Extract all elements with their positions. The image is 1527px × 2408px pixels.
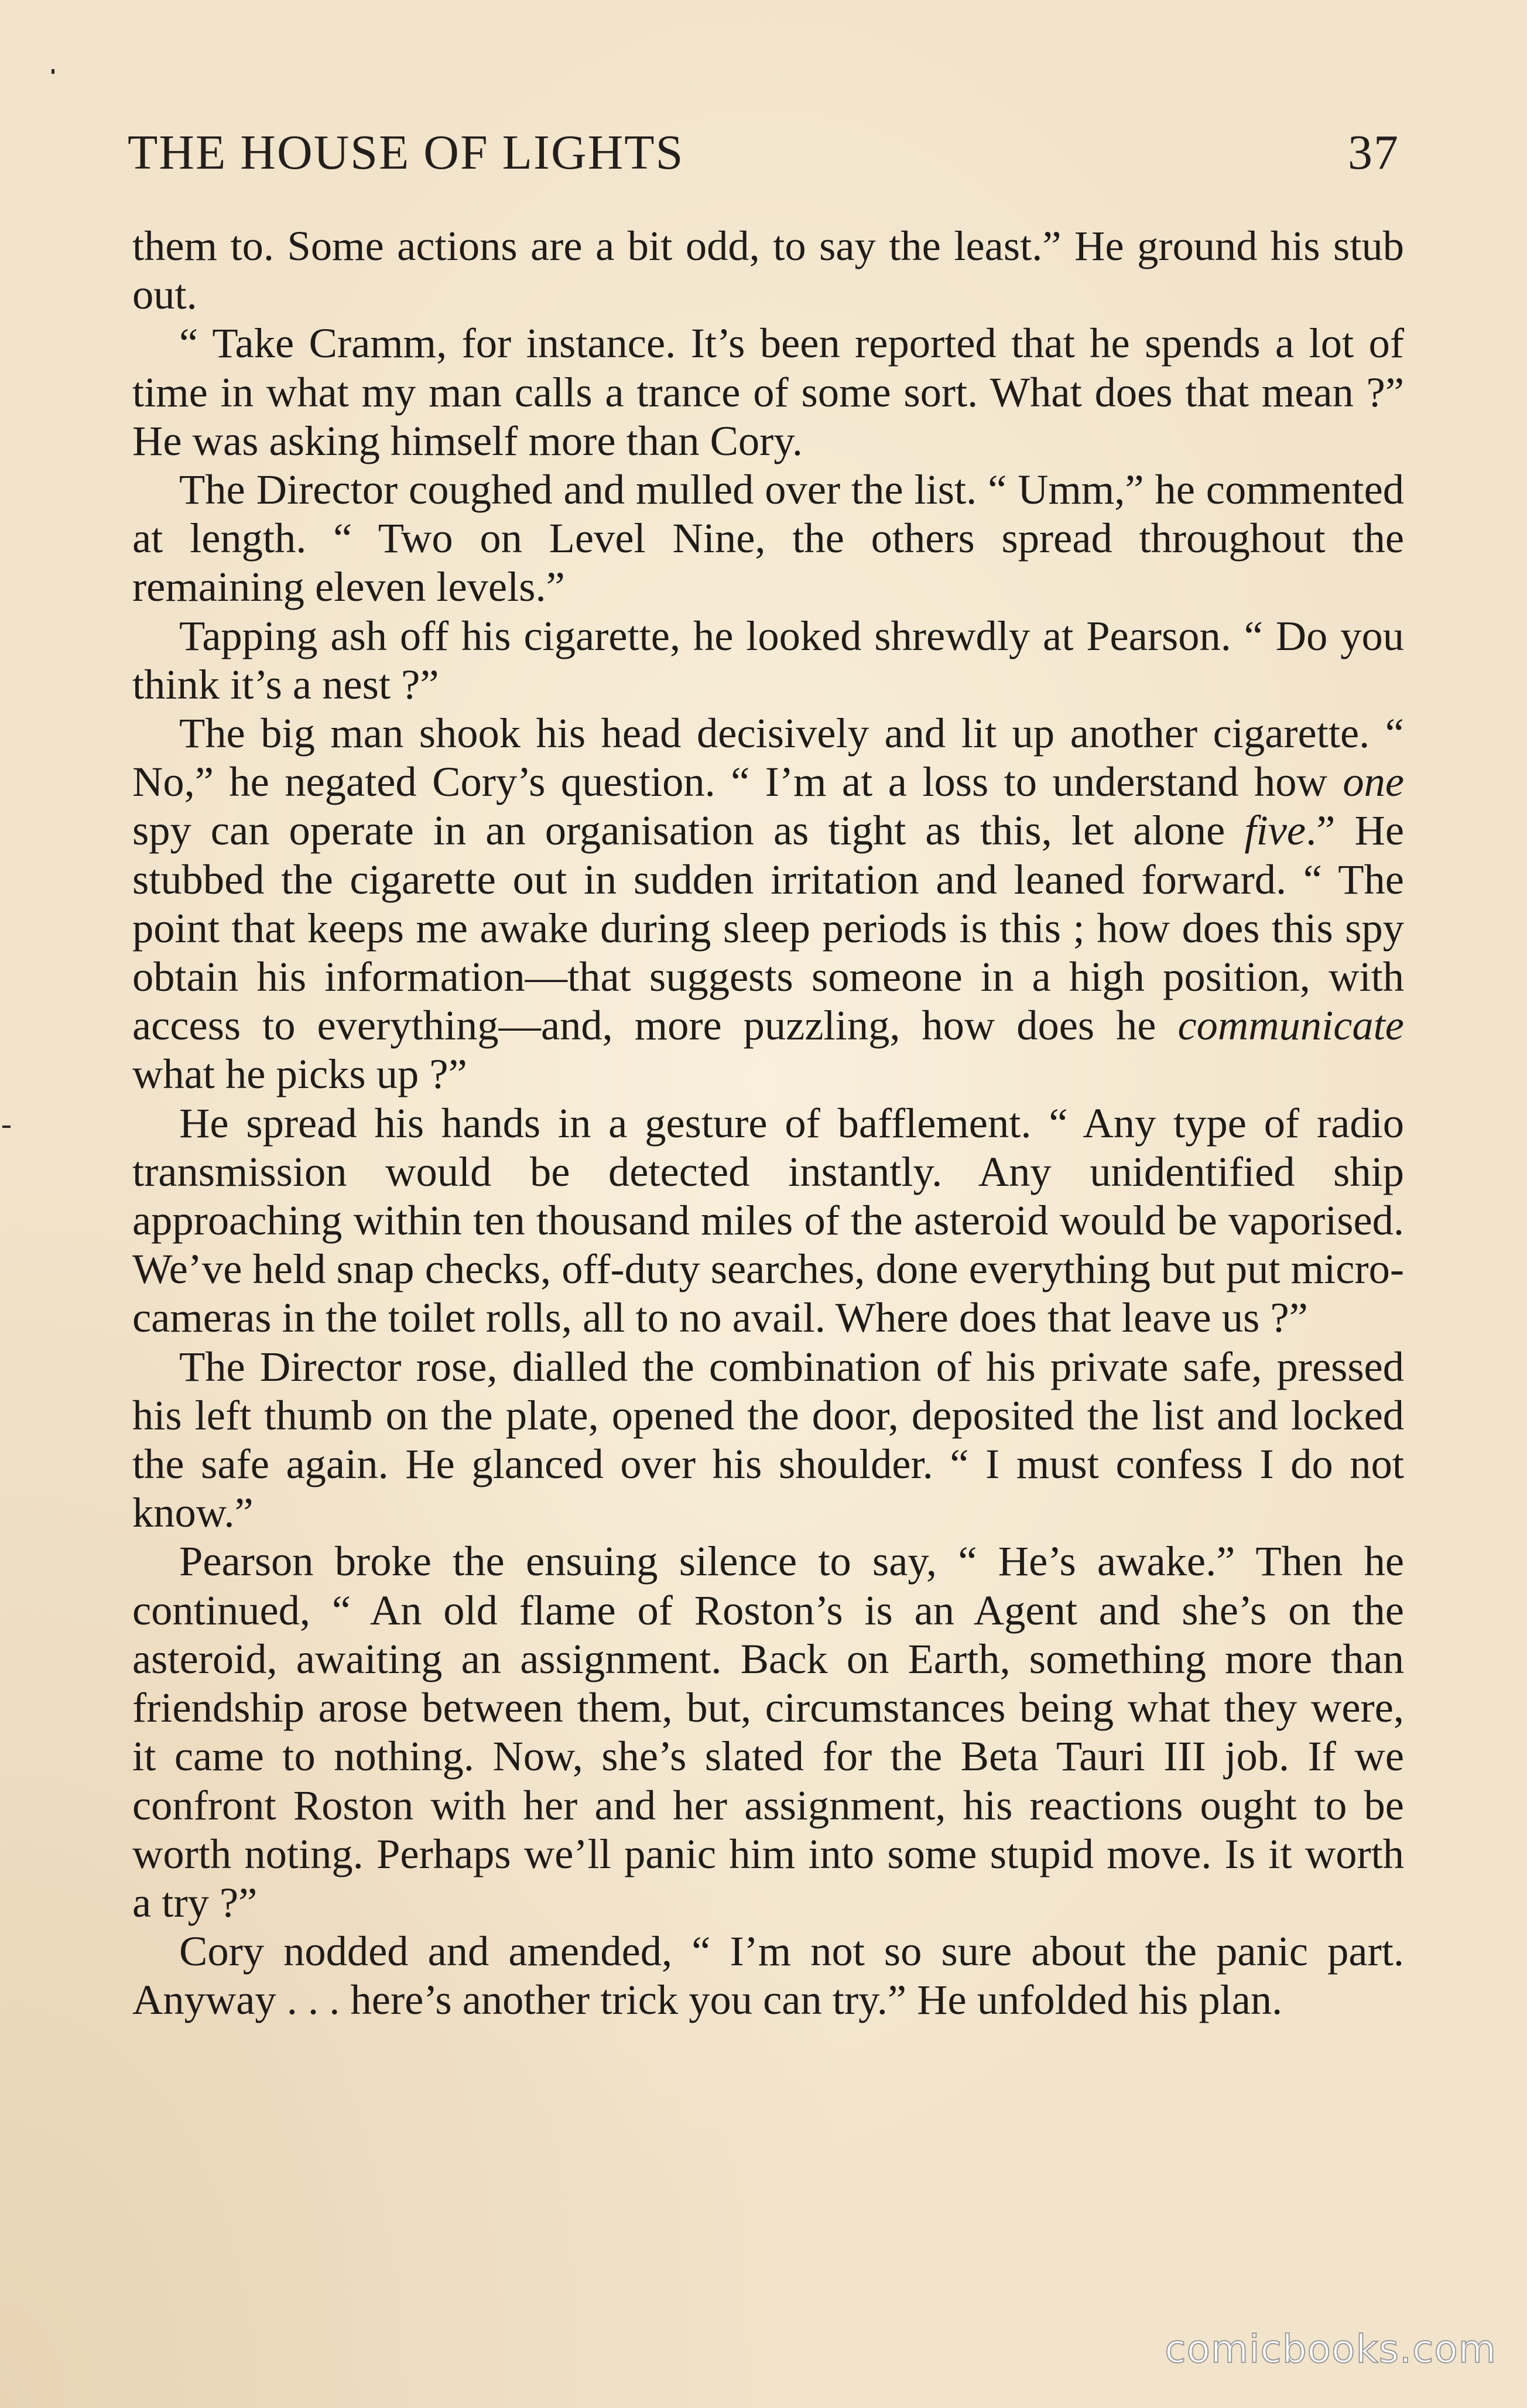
paragraph-text: spy can operate in an organisation as tight as this, let alone (132, 806, 1245, 854)
paragraph-text: Cory nodded and amended, “ I’m not so sure about the panic part. Anyway . . . here’s another trick you can try.” He unfolded his plan. (132, 1927, 1404, 2024)
paragraph (132, 709, 1404, 1099)
paragraph-text: them to. Some actions are a bit odd, to say the least.” He ground his stub out. (132, 222, 1404, 319)
watermark: comicbooks.com (1165, 2327, 1497, 2372)
italic-text: communicate (1177, 1001, 1404, 1049)
paragraph-text: Tapping ash off his cigarette, he looked shrewdly at Pearson. “ Do you think it’s a nest ?” (132, 611, 1404, 708)
paragraph (132, 1537, 1404, 1927)
margin-dash (2, 1126, 11, 1128)
paragraph (132, 465, 1404, 611)
page-number: 37 (1348, 125, 1399, 180)
paragraph (132, 1099, 1404, 1342)
margin-speck (52, 69, 54, 74)
italic-text: five (1244, 806, 1306, 854)
paragraph (132, 221, 1404, 319)
paragraph (132, 319, 1404, 465)
paragraph-text: The Director rose, dialled the combination of his private safe, pressed his left thumb on the plate, opened the door, deposited the list and locked the safe again. He glanced over his shoulder. “ I must confess I do not know.” (132, 1342, 1404, 1537)
body-text (132, 221, 1404, 2024)
paragraph (132, 611, 1404, 709)
paragraph (132, 1342, 1404, 1537)
paragraph-text: The big man shook his head decisively and lit up another cigarette. “ No,” he negated Cory’s question. “ I’m at a loss to understand how (132, 709, 1404, 806)
paragraph-text: He spread his hands in a gesture of bafflement. “ Any type of radio transmission would be detected instantly. Any unidentified ship approaching within ten thousand miles of the asteroid would be vaporised. We’ve held snap checks, off-duty searches, done everything but put micro-cameras in the toilet rolls, all to no avail. Where does that leave us ?” (132, 1099, 1404, 1342)
paragraph (132, 1927, 1404, 2024)
paragraph-text: “ Take Cramm, for instance. It’s been reported that he spends a lot of time in what my man calls a trance of some sort. What does that mean ?” He was asking himself more than Cory. (132, 319, 1404, 464)
paragraph-text: The Director coughed and mulled over the list. “ Umm,” he commented at length. “ Two on Level Nine, the others spread throughout the remaining eleven levels.” (132, 466, 1404, 611)
running-header (128, 124, 1399, 189)
running-title: THE HOUSE OF LIGHTS (128, 125, 684, 180)
paragraph-text: what he picks up ?” (132, 1050, 467, 1098)
paragraph-text: .” He stubbed the cigarette out in sudden irritation and leaned forward. “ The point that keeps me awake during sleep periods is this ; how does this spy obtain his information—that suggests someone in a high position, with access to everything—and, more puzzling, how does he (132, 806, 1405, 1049)
paragraph-text: Pearson broke the ensuing silence to say, “ He’s awake.” Then he continued, “ An old flame of Roston’s is an Agent and she’s on the asteroid, awaiting an assignment. Back on Earth, something more than friendship arose between them, but, circumstances being what they were, it came to nothing. Now, she’s slated for the Beta Tauri III job. If we confront Roston with her and her assignment, his reactions ought to be worth noting. Perhaps we’ll panic him into some stupid move. Is it worth a try ?” (132, 1537, 1404, 1926)
italic-text: one (1343, 758, 1404, 806)
